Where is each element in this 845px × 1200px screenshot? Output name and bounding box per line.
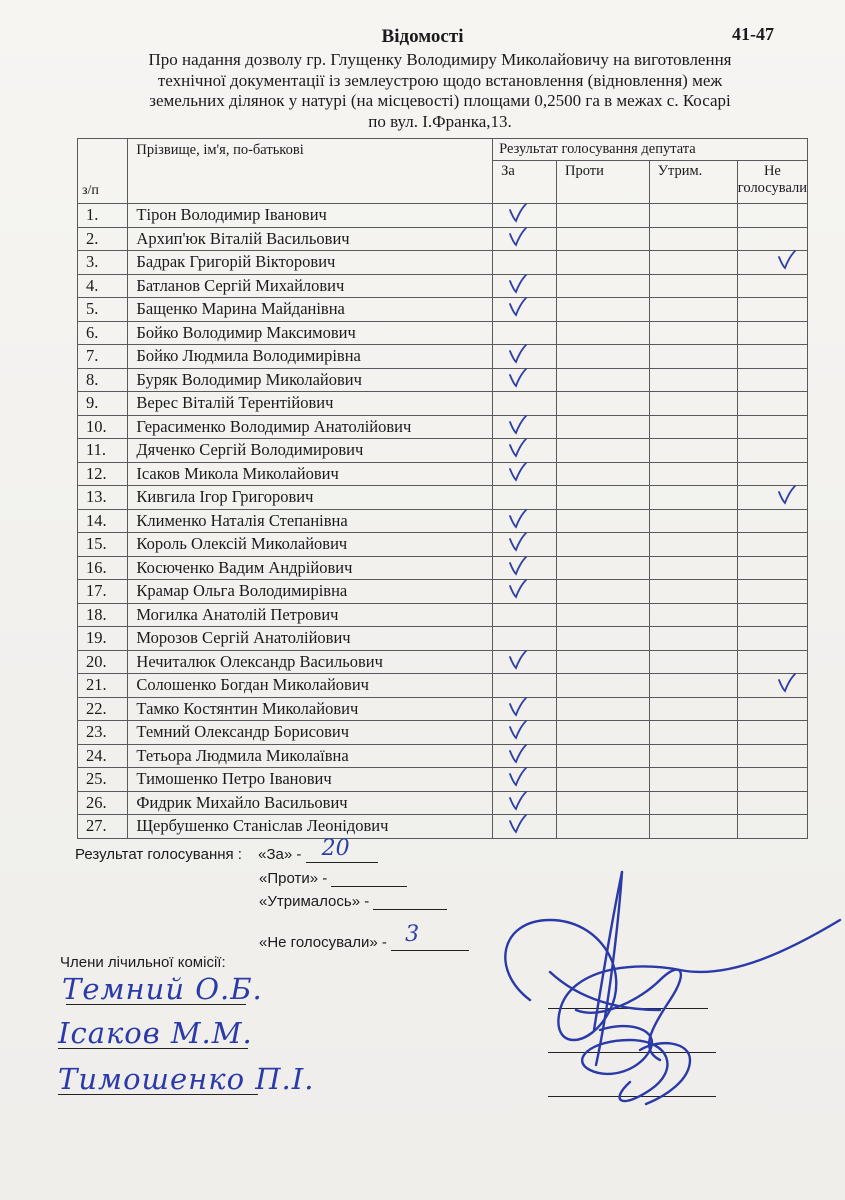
row-number: 25.: [78, 768, 128, 792]
table-row: [78, 227, 808, 251]
header-ne: [737, 161, 807, 204]
row-number: 18.: [78, 603, 128, 627]
row-vote-za: [493, 627, 557, 651]
table-row: [78, 556, 808, 580]
row-vote-za: [493, 791, 557, 815]
row-vote-utrym: [649, 251, 737, 275]
row-vote-utrym: [649, 815, 737, 839]
row-vote-ne: [737, 439, 807, 463]
header-proty: Проти: [556, 161, 649, 204]
row-vote-proty: [556, 227, 649, 251]
ne-line: [391, 922, 469, 951]
row-vote-ne: [737, 580, 807, 604]
utrym-label: «Утрималось» -: [259, 893, 370, 910]
row-vote-utrym: [649, 556, 737, 580]
row-vote-za: [493, 368, 557, 392]
row-vote-proty: [556, 345, 649, 369]
row-vote-proty: [556, 415, 649, 439]
results-label-line: [75, 836, 378, 863]
table-row: [78, 204, 808, 228]
header-ne-line2: голосували: [737, 180, 807, 196]
row-vote-proty: [556, 392, 649, 416]
row-name: Могилка Анатолій Петрович: [128, 603, 493, 627]
row-vote-utrym: [649, 768, 737, 792]
row-vote-utrym: [649, 721, 737, 745]
utrym-line-row: [259, 893, 447, 910]
results-label: Результат голосування :: [75, 846, 242, 863]
row-number: 8.: [78, 368, 128, 392]
checkmark-icon: [507, 766, 529, 788]
subtitle-line: технічної документації із землеустрою щодо встановлення (відновлення) меж: [157, 70, 723, 90]
checkmark-icon: [507, 743, 529, 765]
row-name: Морозов Сергій Анатолійович: [128, 627, 493, 651]
row-vote-za: [493, 439, 557, 463]
row-vote-proty: [556, 674, 649, 698]
row-name: Бадрак Григорій Вікторович: [128, 251, 493, 275]
row-vote-za: [493, 462, 557, 486]
za-label: «За» -: [258, 846, 302, 863]
checkmark-icon: [507, 790, 529, 812]
row-vote-proty: [556, 462, 649, 486]
row-vote-proty: [556, 768, 649, 792]
row-number: 22.: [78, 697, 128, 721]
row-vote-ne: [737, 227, 807, 251]
table-row: [78, 674, 808, 698]
row-vote-proty: [556, 251, 649, 275]
row-vote-proty: [556, 603, 649, 627]
header-num: з/п: [78, 139, 128, 204]
row-number: 17.: [78, 580, 128, 604]
row-number: 20.: [78, 650, 128, 674]
proty-label: «Проти» -: [259, 870, 328, 887]
header-za: За: [493, 161, 557, 204]
row-vote-za: [493, 392, 557, 416]
za-line: [306, 836, 378, 863]
row-number: 5.: [78, 298, 128, 322]
row-vote-utrym: [649, 204, 737, 228]
row-vote-proty: [556, 509, 649, 533]
utrym-line: [373, 893, 447, 910]
checkmark-icon: [507, 437, 529, 459]
row-name: Буряк Володимир Миколайович: [128, 368, 493, 392]
table-row: [78, 721, 808, 745]
row-number: 27.: [78, 815, 128, 839]
voting-table: [77, 138, 808, 839]
checkmark-icon: [507, 273, 529, 295]
proty-line-row: [259, 870, 407, 887]
row-number: 7.: [78, 345, 128, 369]
row-vote-utrym: [649, 462, 737, 486]
row-vote-proty: [556, 274, 649, 298]
row-vote-ne: [737, 627, 807, 651]
row-vote-ne: [737, 274, 807, 298]
za-value: 20: [321, 836, 350, 861]
row-vote-proty: [556, 204, 649, 228]
table-row: [78, 533, 808, 557]
row-vote-utrym: [649, 791, 737, 815]
subtitle-line: по вул. І.Франка,13.: [368, 111, 512, 131]
table-row: [78, 392, 808, 416]
row-name: Король Олексій Миколайович: [128, 533, 493, 557]
header-name: Прізвище, ім'я, по-батькові: [128, 139, 493, 204]
row-vote-proty: [556, 744, 649, 768]
row-number: 24.: [78, 744, 128, 768]
checkmark-icon: [507, 649, 529, 671]
row-vote-proty: [556, 580, 649, 604]
table-row: [78, 697, 808, 721]
row-name: Нечиталюк Олександр Васильович: [128, 650, 493, 674]
table-row: [78, 486, 808, 510]
signature-handwritten: Ісаков М.М.: [58, 1016, 253, 1050]
table-row: [78, 509, 808, 533]
row-name: Фидрик Михайло Васильович: [128, 791, 493, 815]
row-vote-za: [493, 533, 557, 557]
row-name: Верес Віталій Терентійович: [128, 392, 493, 416]
row-vote-za: [493, 321, 557, 345]
row-vote-za: [493, 815, 557, 839]
table-row: [78, 791, 808, 815]
row-vote-proty: [556, 697, 649, 721]
row-vote-za: [493, 603, 557, 627]
row-name: Кивгила Ігор Григорович: [128, 486, 493, 510]
checkmark-icon: [776, 249, 798, 271]
proty-line: [331, 870, 407, 887]
row-vote-za: [493, 298, 557, 322]
row-name: Бащенко Марина Майданівна: [128, 298, 493, 322]
row-vote-utrym: [649, 603, 737, 627]
row-name: Темний Олександр Борисович: [128, 721, 493, 745]
table-row: [78, 603, 808, 627]
table-row: [78, 415, 808, 439]
row-number: 19.: [78, 627, 128, 651]
signature-handwritten: Темний О.Б.: [62, 972, 263, 1006]
row-vote-utrym: [649, 345, 737, 369]
row-vote-ne: [737, 721, 807, 745]
row-vote-za: [493, 204, 557, 228]
row-vote-ne: [737, 345, 807, 369]
row-vote-utrym: [649, 486, 737, 510]
checkmark-icon: [776, 484, 798, 506]
row-name: Косюченко Вадим Андрійович: [128, 556, 493, 580]
row-vote-utrym: [649, 368, 737, 392]
row-vote-ne: [737, 603, 807, 627]
ne-line-row: [259, 922, 469, 951]
row-vote-za: [493, 768, 557, 792]
row-vote-utrym: [649, 298, 737, 322]
commission-label: Члени лічильної комісії:: [60, 954, 226, 971]
row-vote-za: [493, 650, 557, 674]
row-vote-utrym: [649, 627, 737, 651]
row-vote-ne: [737, 298, 807, 322]
chairman-signature-icon: [490, 860, 845, 1130]
row-name: Бойко Людмила Володимирівна: [128, 345, 493, 369]
table-row: [78, 345, 808, 369]
row-number: 16.: [78, 556, 128, 580]
row-vote-utrym: [649, 509, 737, 533]
row-number: 10.: [78, 415, 128, 439]
row-vote-za: [493, 744, 557, 768]
row-name: Тетьора Людмила Миколаївна: [128, 744, 493, 768]
checkmark-icon: [507, 719, 529, 741]
checkmark-icon: [507, 508, 529, 530]
row-number: 1.: [78, 204, 128, 228]
table-row: [78, 274, 808, 298]
row-vote-proty: [556, 486, 649, 510]
row-vote-za: [493, 509, 557, 533]
row-vote-za: [493, 486, 557, 510]
document-number: 41-47: [732, 24, 774, 44]
row-vote-ne: [737, 815, 807, 839]
row-vote-proty: [556, 321, 649, 345]
row-vote-proty: [556, 627, 649, 651]
subtitle-line: Про надання дозволу гр. Глущенку Володимиру Миколайовичу на виготовлення: [148, 50, 732, 69]
table-row: [78, 744, 808, 768]
row-vote-proty: [556, 298, 649, 322]
row-vote-proty: [556, 556, 649, 580]
row-name: Герасименко Володимир Анатолійович: [128, 415, 493, 439]
row-number: 15.: [78, 533, 128, 557]
checkmark-icon: [507, 531, 529, 553]
row-vote-proty: [556, 791, 649, 815]
row-name: Дяченко Сергій Володимирович: [128, 439, 493, 463]
signature-handwritten: Тимошенко П.І.: [58, 1062, 315, 1096]
checkmark-icon: [507, 343, 529, 365]
row-vote-za: [493, 697, 557, 721]
row-name: Батланов Сергій Михайлович: [128, 274, 493, 298]
table-row: [78, 815, 808, 839]
row-vote-ne: [737, 791, 807, 815]
header-ne-line1: Не: [763, 163, 781, 179]
row-vote-proty: [556, 439, 649, 463]
table-row: [78, 439, 808, 463]
row-number: 6.: [78, 321, 128, 345]
row-vote-ne: [737, 697, 807, 721]
table-row: [78, 298, 808, 322]
document-subtitle: [80, 50, 800, 132]
row-vote-za: [493, 674, 557, 698]
row-vote-utrym: [649, 580, 737, 604]
table-row: [78, 650, 808, 674]
row-number: 21.: [78, 674, 128, 698]
checkmark-icon: [776, 672, 798, 694]
row-number: 2.: [78, 227, 128, 251]
row-name: Крамар Ольга Володимирівна: [128, 580, 493, 604]
header-result: Результат голосування депутата: [493, 139, 808, 161]
subtitle-line: земельних ділянок у натурі (на місцевості) площами 0,2500 га в межах с. Косарі: [149, 91, 731, 110]
row-vote-utrym: [649, 321, 737, 345]
row-name: Солошенко Богдан Миколайович: [128, 674, 493, 698]
row-number: 11.: [78, 439, 128, 463]
table-row: [78, 462, 808, 486]
row-number: 26.: [78, 791, 128, 815]
row-vote-za: [493, 227, 557, 251]
row-name: Бойко Володимир Максимович: [128, 321, 493, 345]
row-vote-za: [493, 415, 557, 439]
row-vote-utrym: [649, 744, 737, 768]
row-name: Архип'юк Віталій Васильович: [128, 227, 493, 251]
header-utrym: Утрим.: [649, 161, 737, 204]
row-vote-za: [493, 345, 557, 369]
row-vote-za: [493, 251, 557, 275]
row-number: 23.: [78, 721, 128, 745]
row-vote-ne: [737, 674, 807, 698]
row-vote-utrym: [649, 415, 737, 439]
row-vote-ne: [737, 744, 807, 768]
row-vote-za: [493, 580, 557, 604]
row-vote-proty: [556, 815, 649, 839]
row-vote-ne: [737, 204, 807, 228]
table-row: [78, 321, 808, 345]
row-vote-ne: [737, 415, 807, 439]
row-name: Тимошенко Петро Іванович: [128, 768, 493, 792]
row-number: 13.: [78, 486, 128, 510]
row-vote-proty: [556, 368, 649, 392]
row-vote-utrym: [649, 674, 737, 698]
row-vote-utrym: [649, 439, 737, 463]
row-vote-ne: [737, 556, 807, 580]
row-name: Щербушенко Станіслав Леонідович: [128, 815, 493, 839]
checkmark-icon: [507, 696, 529, 718]
row-vote-ne: [737, 368, 807, 392]
row-vote-utrym: [649, 392, 737, 416]
row-vote-za: [493, 274, 557, 298]
row-number: 4.: [78, 274, 128, 298]
checkmark-icon: [507, 202, 529, 224]
row-vote-utrym: [649, 227, 737, 251]
row-vote-ne: [737, 509, 807, 533]
checkmark-icon: [507, 461, 529, 483]
ne-label: «Не голосували» -: [259, 934, 387, 951]
table-row: [78, 768, 808, 792]
table-row: [78, 580, 808, 604]
row-vote-proty: [556, 721, 649, 745]
ne-value: 3: [405, 922, 420, 947]
row-vote-ne: [737, 768, 807, 792]
checkmark-icon: [507, 813, 529, 835]
row-number: 9.: [78, 392, 128, 416]
checkmark-icon: [507, 578, 529, 600]
row-vote-proty: [556, 533, 649, 557]
checkmark-icon: [507, 296, 529, 318]
row-number: 12.: [78, 462, 128, 486]
row-name: Ісаков Микола Миколайович: [128, 462, 493, 486]
checkmark-icon: [507, 555, 529, 577]
row-vote-ne: [737, 392, 807, 416]
row-vote-utrym: [649, 274, 737, 298]
row-vote-za: [493, 556, 557, 580]
checkmark-icon: [507, 226, 529, 248]
row-name: Тамко Костянтин Миколайович: [128, 697, 493, 721]
row-number: 14.: [78, 509, 128, 533]
table-row: [78, 627, 808, 651]
row-vote-ne: [737, 650, 807, 674]
row-vote-proty: [556, 650, 649, 674]
row-number: 3.: [78, 251, 128, 275]
row-name: Клименко Наталія Степанівна: [128, 509, 493, 533]
row-vote-ne: [737, 533, 807, 557]
document-title: Відомості: [381, 26, 464, 47]
table-row: [78, 251, 808, 275]
row-vote-ne: [737, 486, 807, 510]
row-vote-ne: [737, 321, 807, 345]
row-vote-utrym: [649, 650, 737, 674]
row-vote-ne: [737, 251, 807, 275]
row-name: Тірон Володимир Іванович: [128, 204, 493, 228]
voting-rows: [78, 204, 808, 839]
row-vote-ne: [737, 462, 807, 486]
row-vote-utrym: [649, 533, 737, 557]
table-row: [78, 368, 808, 392]
row-vote-za: [493, 721, 557, 745]
row-vote-utrym: [649, 697, 737, 721]
checkmark-icon: [507, 414, 529, 436]
checkmark-icon: [507, 367, 529, 389]
